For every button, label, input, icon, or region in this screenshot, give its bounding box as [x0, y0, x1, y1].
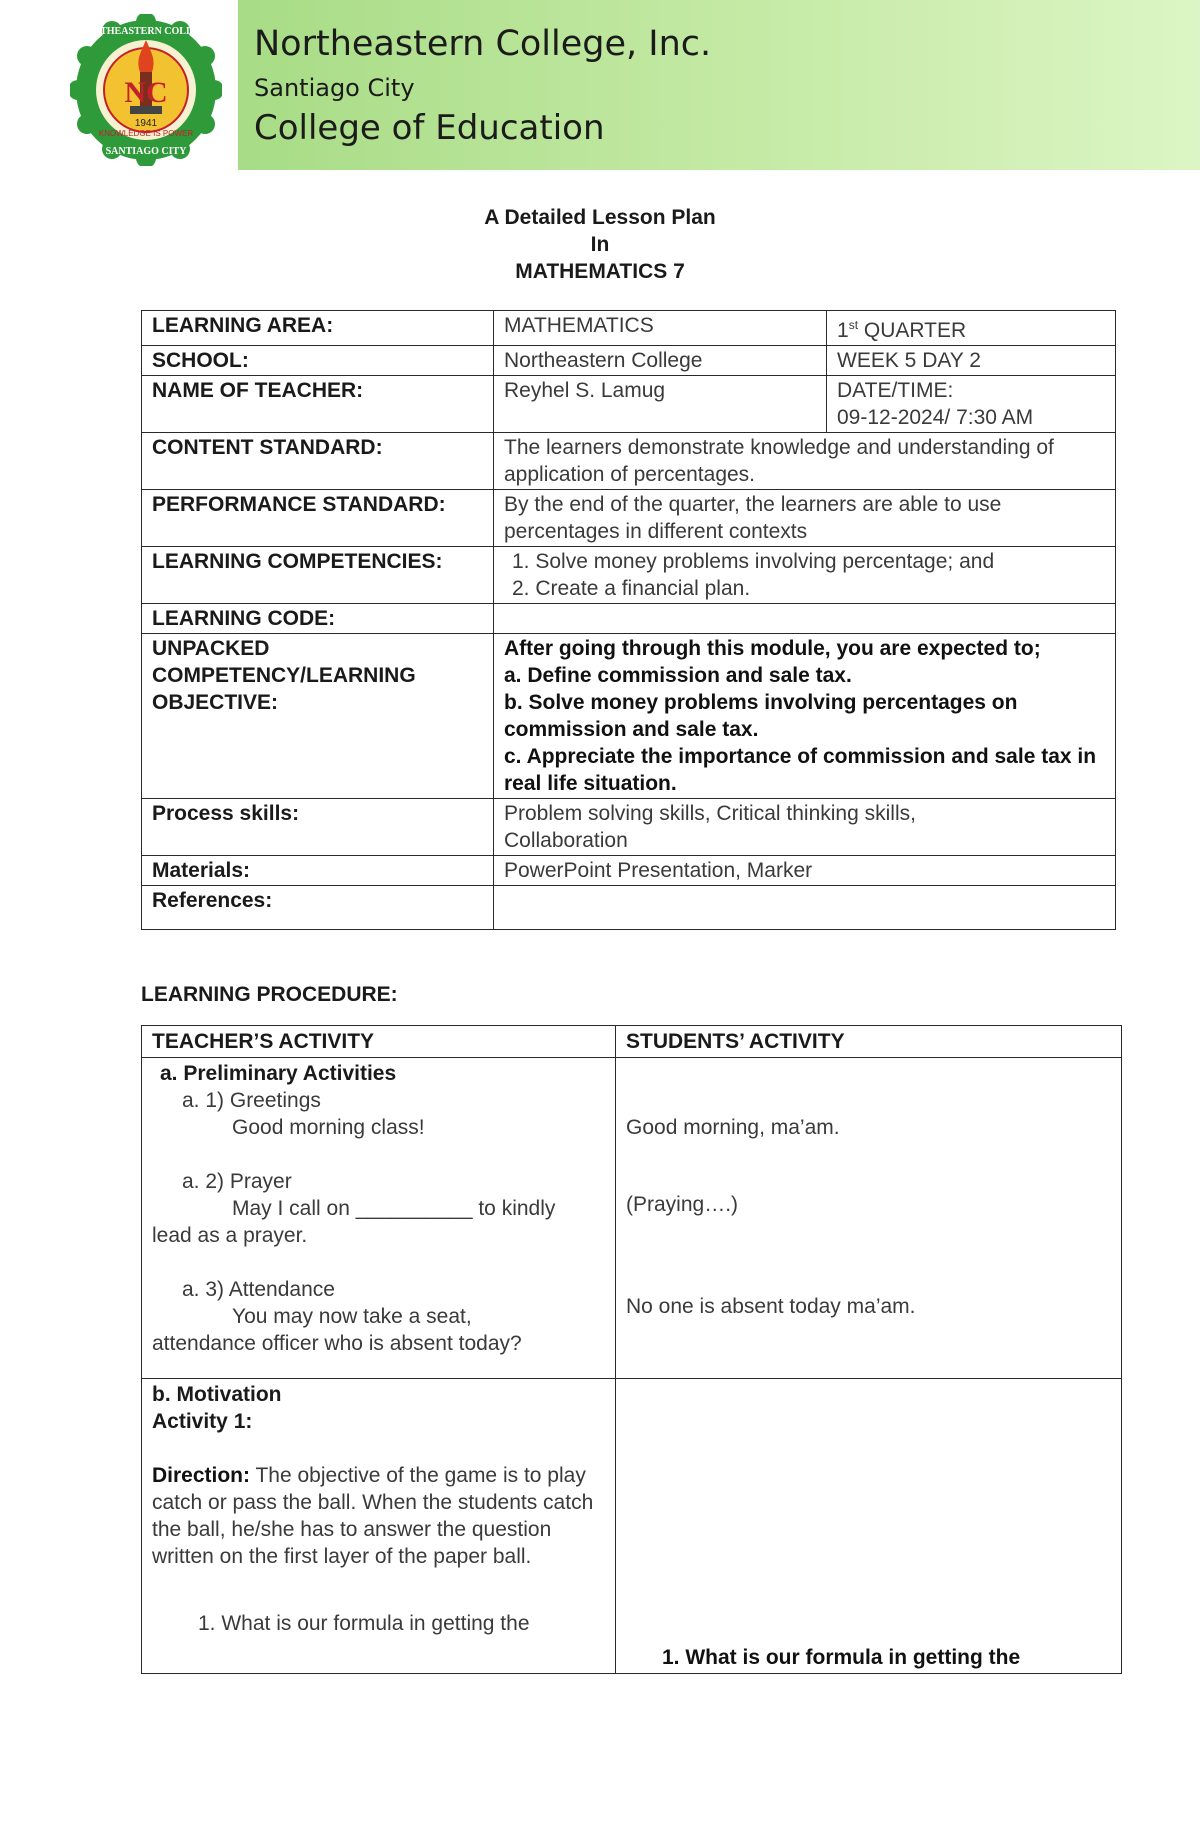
title-line-1: A Detailed Lesson Plan — [484, 206, 716, 229]
greetings-text: Good morning class! — [232, 1116, 425, 1139]
list-item: 1. Solve money problems involving percentage; and — [512, 550, 995, 573]
table-row — [142, 490, 1116, 547]
table-row — [142, 311, 1116, 346]
datetime-label: DATE/TIME: — [837, 379, 954, 402]
greetings-title: a. 1) Greetings — [182, 1089, 321, 1112]
learning-procedure-heading: LEARNING PROCEDURE: — [141, 983, 398, 1006]
table-row — [142, 634, 1116, 799]
objective-c: c. Appreciate the importance of commission and sale tax in real life situation. — [504, 745, 1097, 795]
question-1-student: 1. What is our formula in getting the — [662, 1646, 1021, 1669]
week-day-value: WEEK 5 DAY 2 — [827, 346, 1116, 376]
objectives-cell — [494, 634, 1116, 799]
materials-label: Materials: — [142, 856, 494, 886]
prayer-text-1: May I call on __________ to kindly — [232, 1197, 556, 1220]
college-department: College of Education — [254, 108, 605, 148]
content-standard-value: The learners demonstrate knowledge and understanding of application of percentages. — [494, 433, 1116, 490]
preliminary-teacher-cell — [142, 1058, 616, 1379]
objective-b: b. Solve money problems involving percentages on commission and sale tax. — [504, 691, 1018, 741]
table-row — [142, 886, 1116, 930]
lesson-info-table — [141, 310, 1116, 930]
school-value: Northeastern College — [494, 346, 827, 376]
prayer-response: (Praying….) — [626, 1193, 739, 1216]
question-1: 1. What is our formula in getting the — [198, 1612, 530, 1635]
logo-ring-bottom: SANTIAGO CITY — [105, 146, 187, 157]
teacher-value: Reyhel S. Lamug — [494, 376, 827, 433]
references-label: References: — [142, 886, 494, 930]
list-item: 2. Create a financial plan. — [512, 577, 751, 600]
procedure-table — [141, 1025, 1122, 1674]
motivation-title: b. Motivation — [152, 1383, 282, 1406]
process-skills-value: Problem solving skills, Critical thinking skills, Collaboration — [494, 799, 1116, 856]
objective-a: a. Define commission and sale tax. — [504, 664, 852, 687]
process-skills-label: Process skills: — [142, 799, 494, 856]
quarter-value: 1st QUARTER — [827, 311, 1116, 346]
teacher-activity-header: TEACHER’S ACTIVITY — [142, 1026, 616, 1058]
title-line-3: MATHEMATICS 7 — [515, 260, 685, 283]
table-row — [142, 1058, 1122, 1379]
prayer-title: a. 2) Prayer — [182, 1170, 292, 1193]
direction-text: Direction: The objective of the game is to play catch or pass the ball. When the students catch the ball, he/she has to answer the question written on the first layer of the paper ball. — [152, 1464, 594, 1568]
table-row — [142, 1026, 1122, 1058]
competencies-list — [494, 547, 1116, 604]
learning-area-value: MATHEMATICS — [494, 311, 827, 346]
datetime-cell — [827, 376, 1116, 433]
logo-year: 1941 — [134, 118, 158, 129]
table-row — [142, 1379, 1122, 1674]
objective-intro: After going through this module, you are expected to; — [504, 637, 1041, 660]
attendance-text-1: You may now take a seat, — [232, 1305, 472, 1328]
activity-title: Activity 1: — [152, 1410, 253, 1433]
content-standard-label: CONTENT STANDARD: — [142, 433, 494, 490]
table-row — [142, 376, 1116, 433]
table-row — [142, 547, 1116, 604]
motivation-teacher-cell — [142, 1379, 616, 1674]
prayer-text-2: lead as a prayer. — [152, 1224, 308, 1247]
logo-motto: KNOWLEDGE IS POWER — [98, 129, 194, 138]
motivation-student-cell — [616, 1379, 1122, 1674]
datetime-value: 09-12-2024/ 7:30 AM — [837, 406, 1034, 429]
preliminary-title: a. Preliminary Activities — [160, 1062, 397, 1085]
performance-standard-value: By the end of the quarter, the learners are able to use percentages in different contexts — [494, 490, 1116, 547]
college-name: Northeastern College, Inc. — [254, 24, 712, 64]
materials-value: PowerPoint Presentation, Marker — [494, 856, 1116, 886]
logo-monogram: NC — [124, 76, 168, 109]
teacher-label: NAME OF TEACHER: — [142, 376, 494, 433]
table-row — [142, 346, 1116, 376]
college-logo — [70, 14, 222, 166]
document-title — [0, 204, 1200, 285]
table-row — [142, 433, 1116, 490]
logo-ring-top: NORTHEASTERN COLLEGE — [78, 26, 214, 37]
competencies-label: LEARNING COMPETENCIES: — [142, 547, 494, 604]
table-row — [142, 856, 1116, 886]
student-activity-header: STUDENTS’ ACTIVITY — [616, 1026, 1122, 1058]
attendance-title: a. 3) Attendance — [182, 1278, 335, 1301]
preliminary-student-cell — [616, 1058, 1122, 1379]
table-row — [142, 604, 1116, 634]
learning-area-label: LEARNING AREA: — [142, 311, 494, 346]
attendance-text-2: attendance officer who is absent today? — [152, 1332, 522, 1355]
learning-code-value — [494, 604, 1116, 634]
college-city: Santiago City — [254, 74, 415, 102]
attendance-response: No one is absent today ma’am. — [626, 1295, 916, 1318]
performance-standard-label: PERFORMANCE STANDARD: — [142, 490, 494, 547]
title-line-2: In — [590, 233, 610, 256]
unpacked-label: UNPACKED COMPETENCY/LEARNING OBJECTIVE: — [142, 634, 494, 799]
header-banner — [238, 0, 1200, 170]
references-value — [494, 886, 1116, 930]
table-row — [142, 799, 1116, 856]
greetings-response: Good morning, ma’am. — [626, 1116, 840, 1139]
learning-code-label: LEARNING CODE: — [142, 604, 494, 634]
school-label: SCHOOL: — [142, 346, 494, 376]
